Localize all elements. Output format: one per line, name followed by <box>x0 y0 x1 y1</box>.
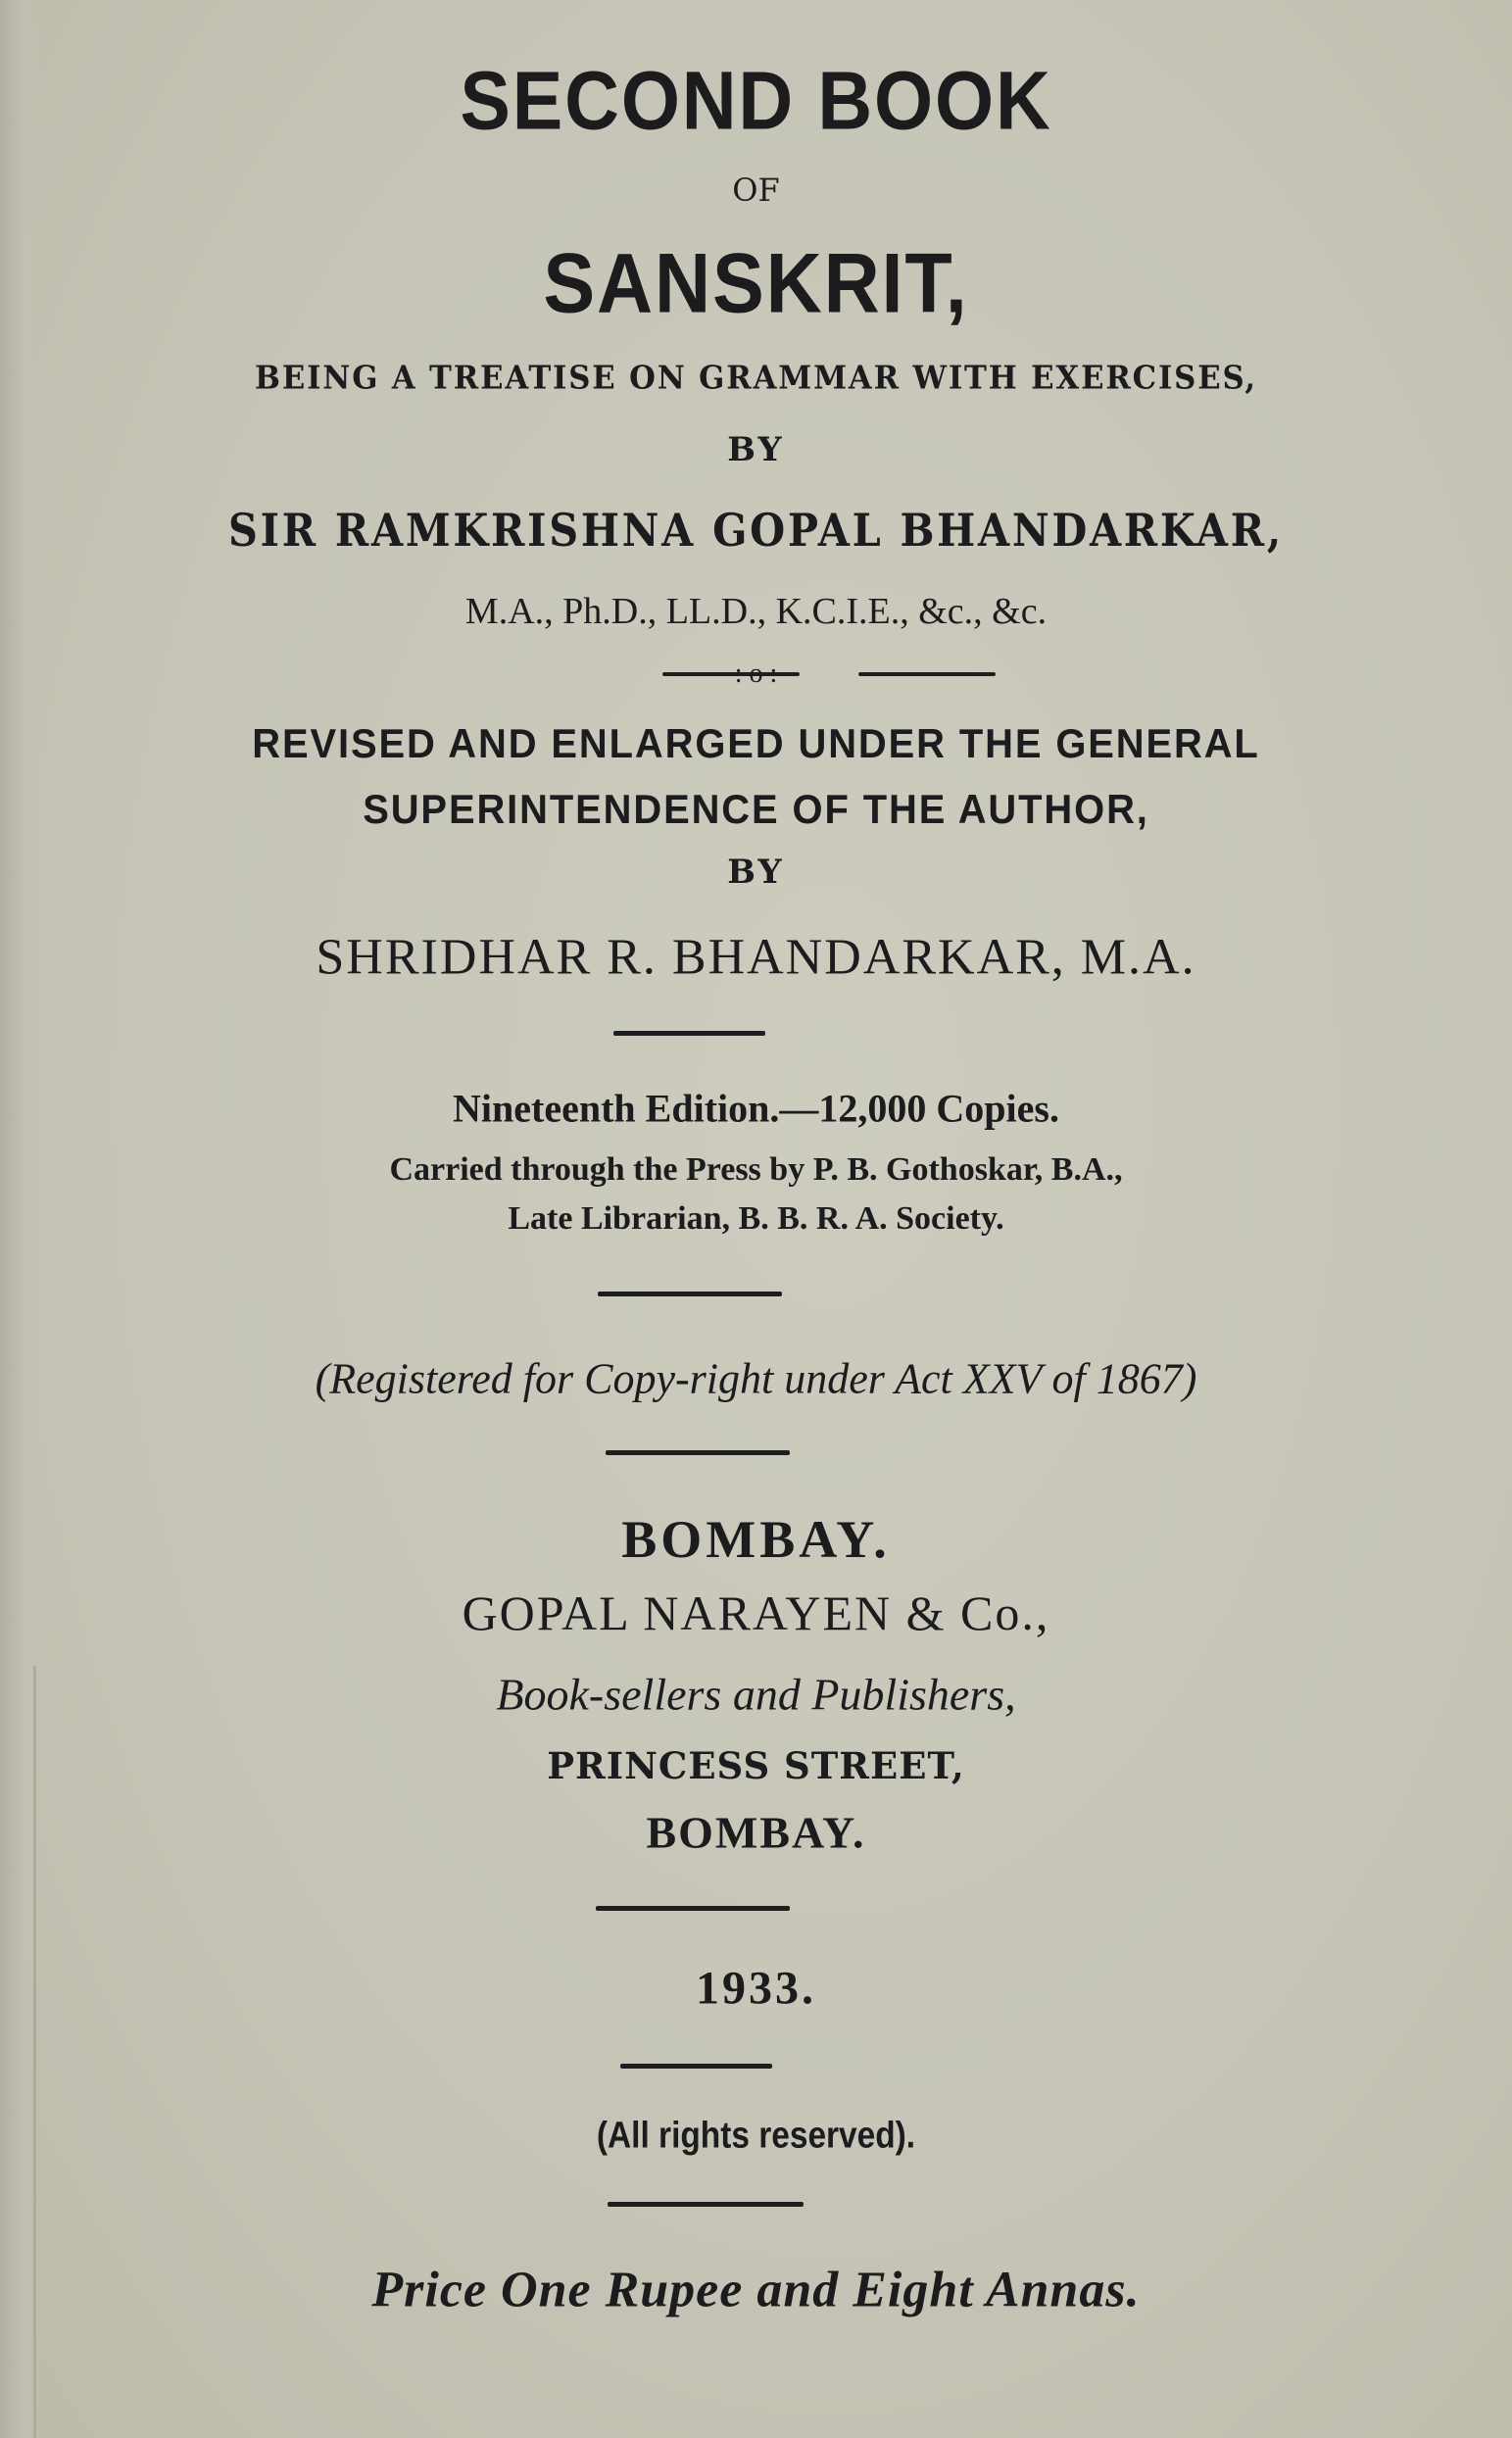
rights-notice: (All rights reserved). <box>596 2115 916 2157</box>
street-address: PRINCESS STREET, <box>547 1744 965 1787</box>
reviser-name: SHRIDHAR R. BHANDARKAR, M.A. <box>316 929 1196 986</box>
divider-rule-4 <box>596 1906 790 1911</box>
author-name: SIR RAMKRISHNA GOPAL BHANDARKAR, <box>228 504 1284 557</box>
press-credit-line-1: Carried through the Press by P. B. Gothoskar, B.A., <box>389 1151 1123 1188</box>
by-label-2: BY <box>727 853 785 892</box>
by-label-1: BY <box>727 430 785 469</box>
imprint-city-2: BOMBAY. <box>646 1807 866 1858</box>
price: Price One Rupee and Eight Annas. <box>371 2262 1141 2318</box>
divider-rule-3 <box>606 1450 790 1455</box>
publication-year: 1933. <box>696 1962 816 2015</box>
subtitle: BEING A TREATISE ON GRAMMAR WITH EXERCISES, <box>255 358 1257 397</box>
edition-info: Nineteenth Edition.—12,000 Copies. <box>453 1086 1059 1131</box>
publisher-description: Book-sellers and Publishers, <box>496 1669 1016 1720</box>
divider-rule-1 <box>613 1031 765 1036</box>
title-of: OF <box>732 171 780 209</box>
author-degrees: M.A., Ph.D., LL.D., K.C.I.E., &c., &c. <box>464 591 1048 632</box>
publisher-name: GOPAL NARAYEN & Co., <box>462 1585 1050 1640</box>
ornament: : o : <box>734 658 778 689</box>
revised-line-1: REVISED AND ENLARGED UNDER THE GENERAL <box>252 720 1260 766</box>
imprint-city: BOMBAY. <box>621 1510 891 1569</box>
revised-line-2: SUPERINTENDENCE OF THE AUTHOR, <box>363 786 1149 832</box>
copyright-notice: (Registered for Copy-right under Act XXV of 1867) <box>315 1354 1197 1403</box>
divider-rule-2 <box>598 1292 782 1296</box>
title-line-2: SANSKRIT, <box>543 236 969 331</box>
press-credit-line-2: Late Librarian, B. B. R. A. Society. <box>508 1200 1004 1237</box>
divider-rule-6 <box>608 2202 804 2207</box>
title-line-1: SECOND BOOK <box>460 54 1052 147</box>
ornament-rule-right <box>858 672 996 676</box>
divider-rule-5 <box>620 2064 772 2069</box>
